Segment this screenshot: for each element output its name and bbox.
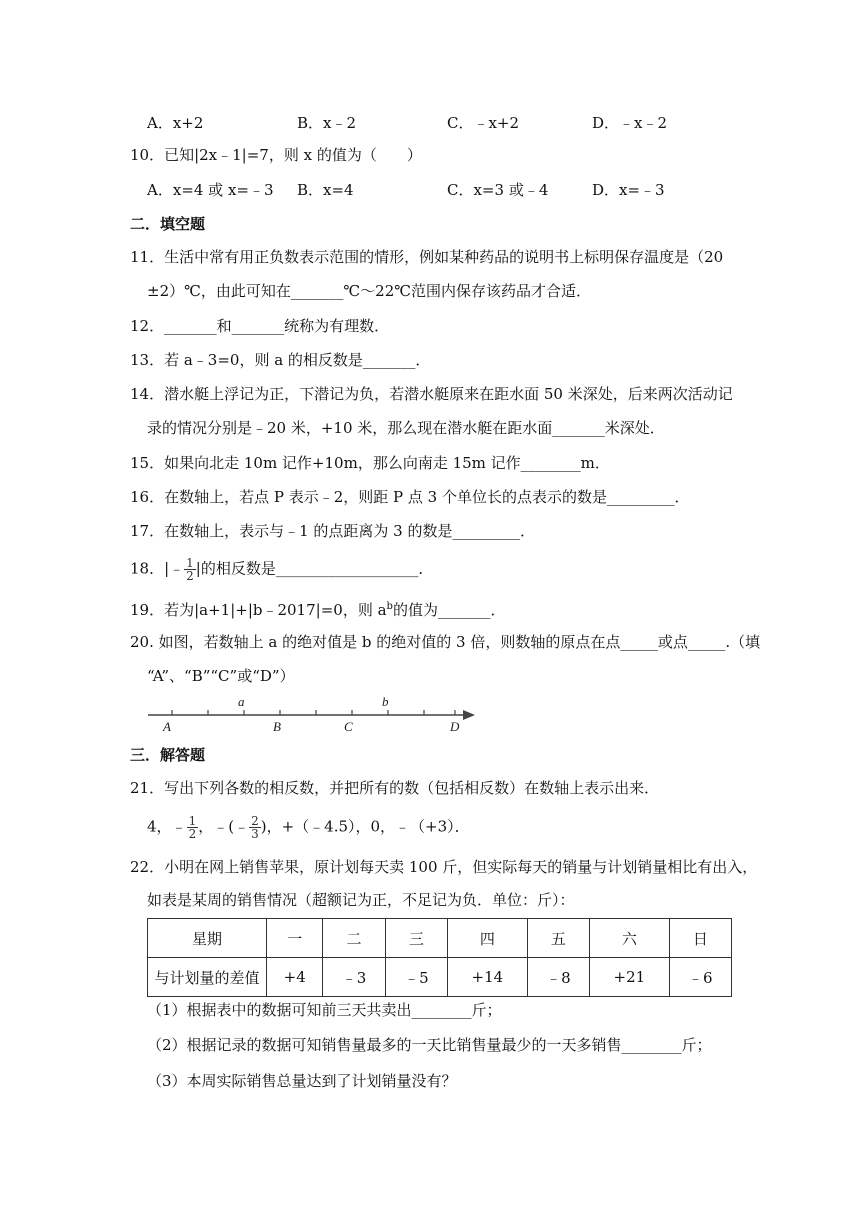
q19 bbox=[130, 597, 505, 620]
table-cell: 五 bbox=[527, 919, 589, 958]
table-cell: 一 bbox=[267, 919, 323, 958]
label-point-C: C bbox=[344, 719, 353, 734]
q21-frac2 bbox=[249, 815, 261, 840]
q18-frac-num: 1 bbox=[186, 556, 194, 570]
table-cell: +14 bbox=[448, 958, 528, 997]
q12: 12．_______和_______统称为有理数． bbox=[130, 317, 390, 335]
table-cell: ﹣3 bbox=[323, 958, 385, 997]
section-fill-blank-heading: 二．填空题 bbox=[130, 215, 206, 233]
label-b: b bbox=[382, 694, 389, 709]
table-cell: +4 bbox=[267, 958, 323, 997]
table-cell: 星期 bbox=[148, 919, 267, 958]
q21-frac1-den: 2 bbox=[188, 827, 197, 841]
q20-line2: “A”、“B”“C”或“D”） bbox=[147, 667, 295, 685]
q13: 13．若 a﹣3=0，则 a 的相反数是_______． bbox=[130, 351, 431, 369]
label-point-D: D bbox=[450, 719, 460, 734]
q21-rest: ，+（﹣4.5），0，﹣（+3）． bbox=[266, 817, 470, 836]
table-cell: 三 bbox=[385, 919, 447, 958]
q18-frac-den: 2 bbox=[186, 569, 194, 583]
q15: 15．如果向北走 10m 记作+10m，那么向南走 15m 记作________m． bbox=[130, 454, 610, 472]
q14-line2: 录的情况分别是﹣20 米，+10 米，那么现在潜水艇在距水面_______米深处． bbox=[147, 419, 665, 437]
table-cell: 四 bbox=[448, 919, 528, 958]
table-cell: 日 bbox=[669, 919, 731, 958]
sales-table bbox=[147, 918, 732, 997]
q9-option-d: D．﹣x﹣2 bbox=[592, 114, 668, 132]
q11-line1: 11．生活中常有用正负数表示范围的情形，例如某种药品的说明书上标明保存温度是（20 bbox=[130, 248, 724, 266]
table-cell: 六 bbox=[590, 919, 670, 958]
table-cell: ﹣5 bbox=[385, 958, 447, 997]
q18-suffix: |的相反数是___________________． bbox=[195, 559, 434, 578]
q14-line1: 14．潜水艇上浮记为正，下潜记为负，若潜水艇原来在距水面 50 米深处，后来两次活动记 bbox=[130, 385, 733, 403]
table-cell: +21 bbox=[590, 958, 670, 997]
label-point-A: A bbox=[163, 719, 171, 734]
q21-stem: 21．写出下列各数的相反数，并把所有的数（包括相反数）在数轴上表示出来． bbox=[130, 779, 660, 797]
number-line-figure bbox=[145, 690, 480, 735]
q21-frac2-suffix: ) bbox=[260, 817, 267, 836]
q21-frac1 bbox=[187, 815, 199, 840]
q10-option-a: A．x=4 或 x=﹣3 bbox=[147, 181, 274, 199]
table-row bbox=[148, 958, 732, 997]
q10-option-c: C．x=3 或﹣4 bbox=[447, 181, 549, 199]
q21-sep1: ， bbox=[198, 817, 214, 836]
q21-frac1-sign: ﹣ bbox=[171, 817, 187, 836]
q19-exponent: b bbox=[386, 601, 393, 612]
q9-option-b: B．x﹣2 bbox=[297, 114, 357, 132]
q9-option-a: A．x+2 bbox=[147, 114, 204, 132]
q22-sub3: （3）本周实际销售总量达到了计划销量没有？ bbox=[147, 1072, 457, 1090]
q21-frac2-den: 3 bbox=[251, 827, 259, 841]
q18-prefix: 18．|﹣ bbox=[130, 559, 185, 578]
q21-frac2-prefix: ﹣(﹣ bbox=[213, 817, 250, 836]
q18 bbox=[130, 557, 433, 582]
q19-prefix: 19．若为|a+1|+|b﹣2017|=0，则 a bbox=[130, 601, 387, 619]
label-a: a bbox=[238, 694, 245, 709]
label-point-B: B bbox=[273, 719, 281, 734]
q10-option-b: B．x=4 bbox=[297, 181, 354, 199]
q20-line1: 20. 如图，若数轴上 a 的绝对值是 b 的绝对值的 3 倍，则数轴的原点在点_____或点_____.（填 bbox=[130, 633, 761, 651]
table-cell: 二 bbox=[323, 919, 385, 958]
q21-frac1-num: 1 bbox=[188, 814, 197, 828]
section-answer-heading: 三．解答题 bbox=[130, 746, 206, 764]
q22-line1: 22．小明在网上销售苹果，原计划每天卖 100 斤，但实际每天的销量与计划销量相比有出入， bbox=[130, 858, 758, 876]
table-header-row bbox=[148, 919, 732, 958]
table-cell: 与计划量的差值 bbox=[148, 958, 267, 997]
q21-frac2-num: 2 bbox=[251, 814, 259, 828]
q22-sub2: （2）根据记录的数据可知销售量最多的一天比销售量最少的一天多销售________斤； bbox=[147, 1036, 712, 1054]
q16: 16．在数轴上，若点 P 表示﹣2，则距 P 点 3 个单位长的点表示的数是_________． bbox=[130, 488, 690, 506]
q21-items bbox=[147, 815, 470, 840]
q17: 17．在数轴上，表示与﹣1 的点距离为 3 的数是_________． bbox=[130, 522, 535, 540]
q19-suffix: 的值为_______． bbox=[392, 601, 506, 619]
number-line-arrow bbox=[463, 710, 475, 720]
q9-option-c: C．﹣x+2 bbox=[447, 114, 520, 132]
q18-fraction bbox=[184, 557, 196, 582]
q10-option-d: D．x=﹣3 bbox=[592, 181, 665, 199]
q22-sub1: （1）根据表中的数据可知前三天共卖出________斤； bbox=[147, 1001, 502, 1019]
q21-item-4: 4， bbox=[147, 817, 172, 836]
q11-line2: ±2）℃，由此可知在_______℃～22℃范围内保存该药品才合适． bbox=[147, 282, 592, 300]
table-cell: ﹣6 bbox=[669, 958, 731, 997]
table-cell: ﹣8 bbox=[527, 958, 589, 997]
q10-stem: 10．已知|2x﹣1|=7，则 x 的值为（ ） bbox=[130, 146, 422, 164]
q22-line2: 如表是某周的销售情况（超额记为正，不足记为负．单位：斤）： bbox=[147, 891, 575, 909]
